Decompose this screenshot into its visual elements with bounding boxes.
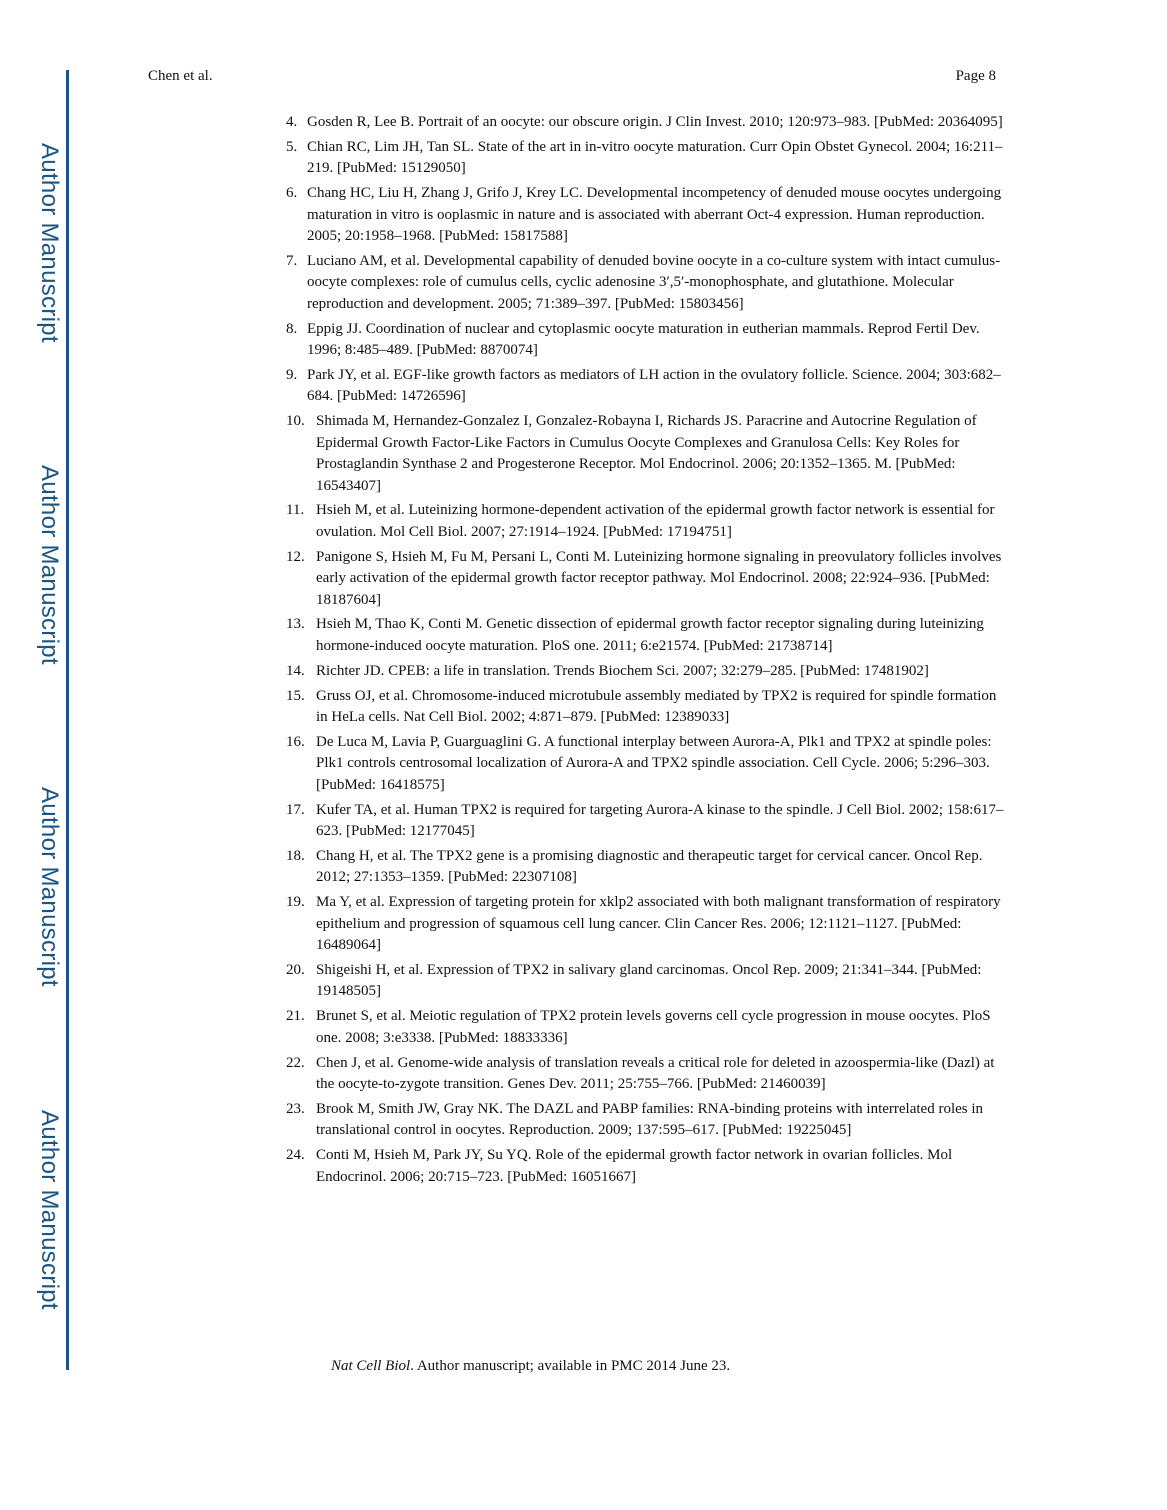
- reference-item: [286, 614, 1004, 657]
- reference-item: [286, 661, 1004, 682]
- reference-item: [286, 846, 1004, 889]
- author-manuscript-banner: Author Manuscript: [36, 1110, 63, 1310]
- reference-item: [286, 547, 1004, 611]
- reference-text: Kufer TA, et al. Human TPX2 is required for targeting Aurora-A kinase to the spindle. J Cell Biol. 2002; 158:617–623. [PubMed: 12177045]: [316, 801, 1004, 840]
- reference-text: Luciano AM, et al. Developmental capability of denuded bovine oocyte in a co-culture system with intact cumulus-oocyte complexes: role of cumulus cells, cyclic adenosine 3′,5′-monophosphate, and glutathione. Molecular reproduction and development. 2005; 71:389–397. [PubMed: 15803456]: [307, 252, 1001, 312]
- reference-text: Richter JD. CPEB: a life in translation. Trends Biochem Sci. 2007; 32:279–285. [PubMed: 17481902]: [316, 662, 929, 679]
- reference-number: 17.: [286, 801, 305, 818]
- running-head-page-number: Page 8: [955, 68, 996, 84]
- reference-item: [286, 960, 1004, 1003]
- reference-item: [286, 251, 1004, 315]
- reference-text: Chang HC, Liu H, Zhang J, Grifo J, Krey LC. Developmental incompetency of denuded mouse oocytes undergoing maturation in vitro is ooplasmic in nature and is associated with aberrant Oct-4 expression. Human reproduction. 2005; 20:1958–1968. [PubMed: 15817588]: [307, 185, 1002, 245]
- reference-item: [286, 1145, 1004, 1188]
- reference-item: [286, 892, 1004, 956]
- reference-text: Park JY, et al. EGF-like growth factors as mediators of LH action in the ovulatory follicle. Science. 2004; 303:682–684. [PubMed: 14726596]: [307, 366, 1001, 405]
- reference-number: 7.: [286, 252, 298, 269]
- reference-number: 12.: [286, 548, 305, 565]
- reference-item: [286, 732, 1004, 796]
- reference-item: [286, 500, 1004, 543]
- reference-item: [286, 1053, 1004, 1096]
- reference-number: 21.: [286, 1008, 305, 1025]
- reference-text: Eppig JJ. Coordination of nuclear and cytoplasmic oocyte maturation in eutherian mammals. Reprod Fertil Dev. 1996; 8:485–489. [PubMed: 8870074]: [307, 320, 980, 359]
- reference-number: 15.: [286, 687, 305, 704]
- reference-number: 6.: [286, 185, 298, 202]
- reference-item: [286, 686, 1004, 729]
- reference-text: Chian RC, Lim JH, Tan SL. State of the art in in-vitro oocyte maturation. Curr Opin Obstet Gynecol. 2004; 16:211–219. [PubMed: 15129050]: [307, 138, 1003, 177]
- reference-text: Gosden R, Lee B. Portrait of an oocyte: our obscure origin. J Clin Invest. 2010; 120:973–983. [PubMed: 20364095]: [307, 114, 1003, 130]
- reference-number: 19.: [286, 894, 305, 911]
- reference-text: Hsieh M, Thao K, Conti M. Genetic dissection of epidermal growth factor receptor signaling during luteinizing hormone-induced oocyte maturation. PloS one. 2011; 6:e21574. [PubMed: 21738714]: [316, 616, 984, 654]
- reference-item: [286, 800, 1004, 843]
- reference-number: 5.: [286, 138, 298, 155]
- reference-number: 10.: [286, 413, 305, 430]
- reference-number: 22.: [286, 1054, 305, 1071]
- reference-text: Chang H, et al. The TPX2 gene is a promising diagnostic and therapeutic target for cervical cancer. Oncol Rep. 2012; 27:1353–1359. [PubMed: 22307108]: [316, 848, 983, 886]
- reference-number: 8.: [286, 320, 298, 337]
- reference-item: [286, 365, 1004, 408]
- footer-journal-name: Nat Cell Biol: [331, 1358, 411, 1374]
- reference-item: [286, 1006, 1004, 1049]
- running-head-author: Chen et al.: [148, 68, 213, 84]
- reference-item: [286, 112, 1004, 133]
- reference-number: 24.: [286, 1147, 305, 1164]
- reference-item: [286, 411, 1004, 497]
- reference-list: [286, 112, 1004, 1192]
- reference-number: 20.: [286, 962, 305, 979]
- reference-number: 18.: [286, 848, 305, 864]
- reference-item: [286, 1099, 1004, 1142]
- sidebar-vertical-rule: [66, 70, 69, 1370]
- reference-number: 11.: [286, 502, 305, 519]
- reference-number: 16.: [286, 733, 305, 750]
- reference-text: Conti M, Hsieh M, Park JY, Su YQ. Role of the epidermal growth factor network in ovarian follicles. Mol Endocrinol. 2006; 20:715–723. [PubMed: 16051667]: [316, 1147, 953, 1185]
- reference-item: [286, 137, 1004, 180]
- reference-text: De Luca M, Lavia P, Guarguaglini G. A functional interplay between Aurora-A, Plk1 and TPX2 at spindle poles: Plk1 controls centrosomal localization of Aurora-A and TPX2 spindle association. Cell Cycle. 2006; 5:296–303. [PubMed: 16418575]: [316, 733, 992, 793]
- reference-number: 14.: [286, 662, 305, 679]
- footer-citation-text: . Author manuscript; available in PMC 2014 June 23.: [410, 1358, 731, 1374]
- reference-text: Gruss OJ, et al. Chromosome-induced microtubule assembly mediated by TPX2 is required for spindle formation in HeLa cells. Nat Cell Biol. 2002; 4:871–879. [PubMed: 12389033]: [316, 687, 997, 726]
- reference-item: [286, 183, 1004, 247]
- author-manuscript-banner: Author Manuscript: [36, 787, 63, 987]
- reference-text: Hsieh M, et al. Luteinizing hormone-dependent activation of the epidermal growth factor network is essential for ovulation. Mol Cell Biol. 2007; 27:1914–1924. [PubMed: 17194751]: [316, 502, 995, 540]
- reference-text: Ma Y, et al. Expression of targeting protein for xklp2 associated with both malignant transformation of respiratory epithelium and progression of squamous cell lung cancer. Clin Cancer Res. 2006; 12:1121–1127. [PubMed: 16489064]: [316, 894, 1001, 954]
- reference-text: Shigeishi H, et al. Expression of TPX2 in salivary gland carcinomas. Oncol Rep. 2009; 21:341–344. [PubMed: 19148505]: [316, 962, 982, 1000]
- reference-number: 23.: [286, 1100, 305, 1117]
- reference-text: Brook M, Smith JW, Gray NK. The DAZL and PABP families: RNA-binding proteins with interrelated roles in translational control in oocytes. Reproduction. 2009; 137:595–617. [PubMed: 19225045]: [316, 1100, 984, 1139]
- reference-number: 9.: [286, 366, 298, 383]
- reference-text: Brunet S, et al. Meiotic regulation of TPX2 protein levels governs cell cycle progression in mouse oocytes. PloS one. 2008; 3:e3338. [PubMed: 18833336]: [316, 1008, 991, 1046]
- author-manuscript-banner: Author Manuscript: [36, 465, 63, 665]
- author-manuscript-banner: Author Manuscript: [36, 143, 63, 343]
- reference-text: Panigone S, Hsieh M, Fu M, Persani L, Conti M. Luteinizing hormone signaling in preovulatory follicles involves early activation of the epidermal growth factor receptor pathway. Mol Endocrinol. 2008; 22:924–936. [PubMed: 18187604]: [316, 548, 1002, 608]
- footer-citation: [331, 1358, 730, 1375]
- reference-number: 13.: [286, 616, 305, 633]
- reference-number: 4.: [286, 114, 298, 130]
- reference-item: [286, 319, 1004, 362]
- reference-text: Shimada M, Hernandez-Gonzalez I, Gonzalez-Robayna I, Richards JS. Paracrine and Autocrine Regulation of Epidermal Growth Factor-Like Factors in Cumulus Oocyte Complexes and Granulosa Cells: Key Roles for Prostaglandin Synthase 2 and Progesterone Receptor. Mol Endocrinol. 2006; 20:1352–1365. M. [PubMed: 16543407]: [316, 413, 977, 494]
- reference-text: Chen J, et al. Genome-wide analysis of translation reveals a critical role for deleted in azoospermia-like (Dazl) at the oocyte-to-zygote transition. Genes Dev. 2011; 25:755–766. [PubMed: 21460039]: [316, 1054, 995, 1093]
